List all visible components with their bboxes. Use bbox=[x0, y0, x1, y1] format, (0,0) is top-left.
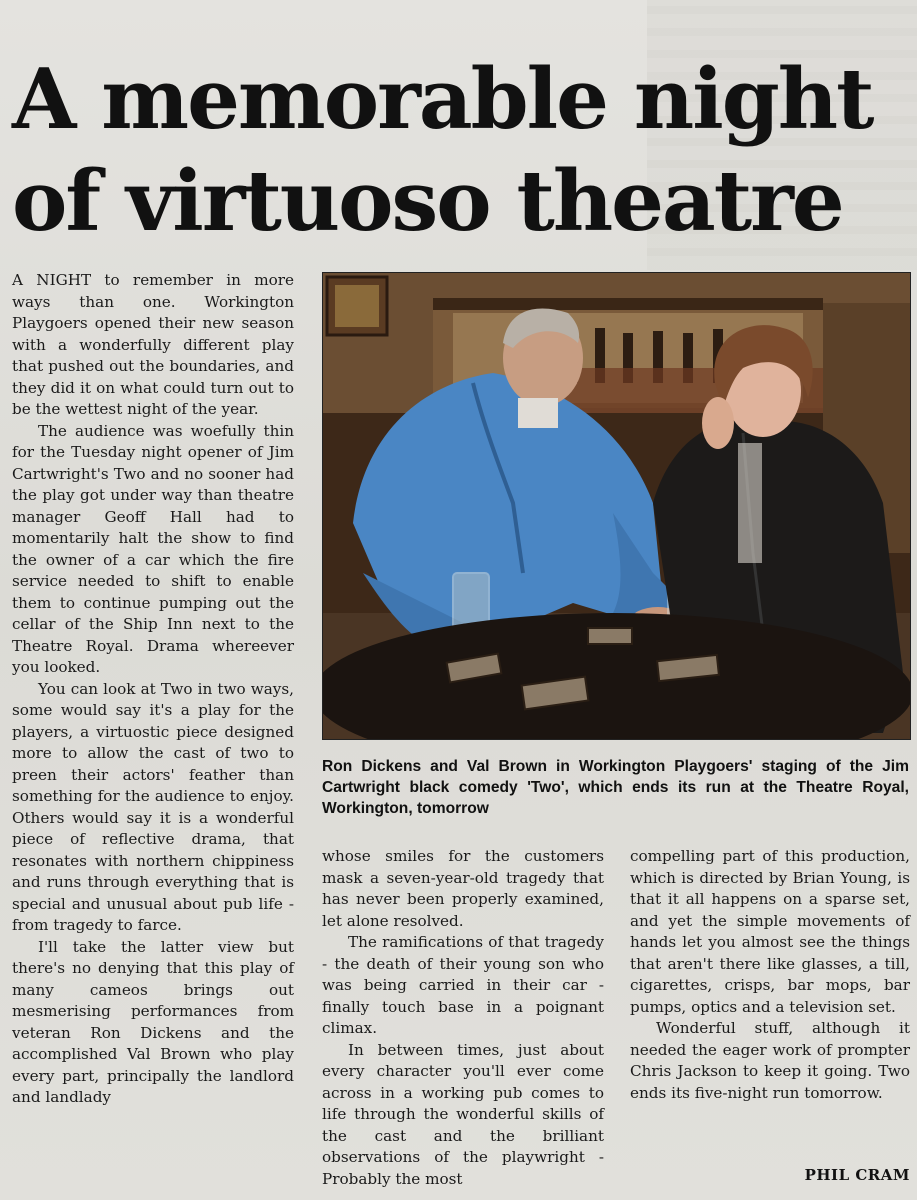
article-column-1 bbox=[12, 270, 294, 1109]
paragraph: whose smiles for the customers mask a seven-year-old tragedy that has never been properly examined, let alone resolved. bbox=[322, 847, 604, 930]
paragraph: A NIGHT to remember in more ways than one. Workington Playgoers opened their new season with a wonderfully different play that pushed out the boundaries, and they did it on what could turn out to be the wettest night of the year. bbox=[12, 271, 294, 418]
headline-line-1: A memorable night bbox=[12, 50, 873, 148]
headline bbox=[12, 48, 907, 252]
paragraph: Wonderful stuff, although it needed the eager work of prompter Chris Jackson to keep it going. Two ends its five-night run tomorrow. bbox=[630, 1019, 910, 1102]
paragraph: The audience was woefully thin for the Tuesday night opener of Jim Cartwright's Two and no sooner had the play got under way than theatre manager Geoff Hall had to momentarily halt the show to find the owner of a car which the fire service needed to shift to enable them to continue pumping out the cellar of the Ship Inn next to the Theatre Royal. Drama whereever you looked. bbox=[12, 421, 294, 676]
photo-caption: Ron Dickens and Val Brown in Workington Playgoers' staging of the Jim Cartwright black comedy 'Two', which ends its run at the Theatre Royal, Workington, tomorrow bbox=[322, 758, 909, 817]
paragraph: In between times, just about every character you'll ever come across in a working pub comes to life through the wonderful skills of the cast and the brilliant observations of the playwright -Probably the most bbox=[322, 1040, 604, 1188]
article-column-2 bbox=[322, 846, 604, 1190]
paragraph: You can look at Two in two ways, some would say it's a play for the players, a virtuostic piece designed more to allow the cast of two to preen their actors' feather than something for the audience to enjoy. Others would say it is a wonderful piece of reflective drama, that resonates with northern chippiness and runs through everything that is special and unusual about pub life - from tragedy to farce. bbox=[12, 679, 294, 934]
article-photo bbox=[322, 272, 911, 740]
article-column-3 bbox=[630, 846, 910, 1104]
paragraph: The ramifications of that tragedy - the death of their young son who was being carried in their car - finally touch base in a poignant climax. bbox=[322, 933, 604, 1037]
headline-line-2: of virtuoso theatre bbox=[12, 152, 843, 250]
author-byline: PHIL CRAM bbox=[804, 1166, 910, 1184]
photo-icon bbox=[323, 273, 910, 739]
paragraph: compelling part of this production, which is directed by Brian Young, is that it all happens on a sparse set, and yet the simple movements of hands let you almost see the things that aren't there like glasses, a till, cigarettes, crisps, bar mops, bar pumps, optics and a television set. bbox=[630, 847, 910, 1016]
paragraph: I'll take the latter view but there's no denying that this play of many cameos brings out mesmerising performances from veteran Ron Dickens and the accomplished Val Brown who play every part, principally the landlord and landlady bbox=[12, 937, 294, 1106]
